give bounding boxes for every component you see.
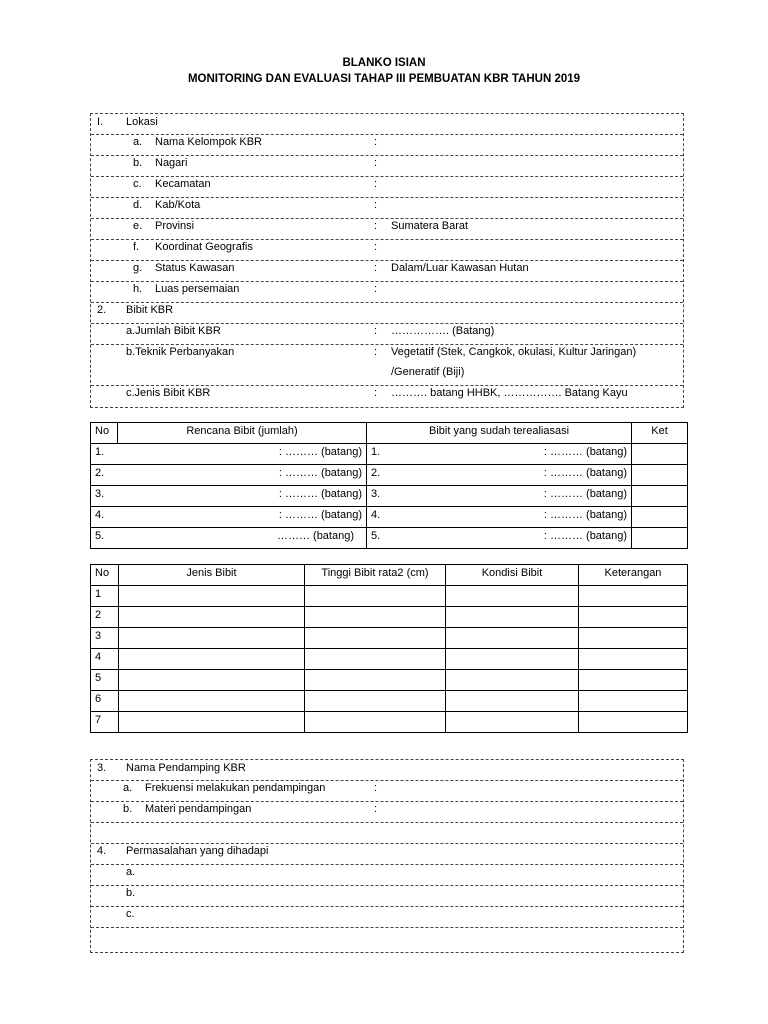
table-header-row — [91, 565, 688, 586]
cell[interactable] — [305, 670, 446, 691]
seedling-condition-table — [90, 564, 688, 733]
seedling-plan-table — [90, 422, 688, 549]
header-no: No — [91, 565, 119, 586]
real-cell[interactable] — [367, 528, 632, 549]
header-ket: Ket — [632, 423, 688, 444]
section3-heading: Nama Pendamping KBR — [126, 762, 246, 774]
row-label: Nagari — [155, 157, 188, 169]
real-cell[interactable] — [367, 465, 632, 486]
cell[interactable] — [305, 649, 446, 670]
cell[interactable] — [446, 649, 579, 670]
row-no: 1. — [95, 446, 105, 458]
cell[interactable] — [579, 628, 688, 649]
row-label: Kecamatan — [155, 178, 211, 190]
real-value: : ……… (batang) — [543, 488, 627, 500]
row-no: 2. — [95, 467, 105, 479]
cell[interactable] — [119, 712, 305, 733]
row-no: 5 — [91, 670, 119, 691]
row-letter: h. — [133, 283, 143, 295]
cell[interactable] — [579, 607, 688, 628]
section-assistance-and-problems — [90, 759, 684, 953]
plan-value: ……… (batang) — [276, 530, 354, 542]
table-row — [91, 691, 688, 712]
real-value: : ……… (batang) — [543, 509, 627, 521]
row-no: 4. — [95, 509, 105, 521]
table-row — [91, 486, 688, 507]
row-label: c.Jenis Bibit KBR — [126, 387, 211, 399]
ket-cell[interactable] — [632, 486, 688, 507]
row-colon: : — [374, 346, 378, 358]
row-letter: a. — [133, 136, 143, 148]
row-colon: : — [374, 136, 378, 148]
row-value[interactable]: Sumatera Barat — [391, 220, 469, 232]
row-no: 4. — [371, 509, 381, 521]
real-cell[interactable] — [367, 486, 632, 507]
row-colon: : — [374, 283, 378, 295]
header-realized: Bibit yang sudah terealiasasi — [367, 423, 632, 444]
section1-number: I. — [97, 116, 104, 128]
header-no: No — [91, 423, 118, 444]
row-label: Frekuensi melakukan pendampingan — [145, 782, 326, 794]
row-letter: b. — [133, 157, 143, 169]
table-row — [91, 649, 688, 670]
cell[interactable] — [579, 670, 688, 691]
plan-cell[interactable] — [91, 507, 367, 528]
section2-heading: Bibit KBR — [126, 304, 174, 316]
cell[interactable] — [119, 628, 305, 649]
cell[interactable] — [305, 628, 446, 649]
row-label: Materi pendampingan — [145, 803, 252, 815]
row-letter: c. — [133, 178, 142, 190]
header-seedling-type: Jenis Bibit — [119, 565, 305, 586]
row-letter: e. — [133, 220, 143, 232]
plan-cell[interactable] — [91, 465, 367, 486]
plan-value: : ……… (batang) — [278, 467, 362, 479]
cell[interactable] — [579, 649, 688, 670]
plan-cell[interactable] — [91, 444, 367, 465]
row-no: 3. — [95, 488, 105, 500]
row-colon: : — [374, 199, 378, 211]
ket-cell[interactable] — [632, 444, 688, 465]
row-no: 5. — [95, 530, 105, 542]
row-no: 6 — [91, 691, 119, 712]
plan-value: : ……… (batang) — [278, 509, 362, 521]
cell[interactable] — [305, 586, 446, 607]
header-remarks: Keterangan — [579, 565, 688, 586]
row-letter: d. — [133, 199, 143, 211]
row-letter: g. — [133, 262, 143, 274]
cell[interactable] — [119, 586, 305, 607]
row-label: Koordinat Geografis — [155, 241, 253, 253]
header-plan: Rencana Bibit (jumlah) — [118, 423, 367, 444]
cell[interactable] — [446, 607, 579, 628]
section3-number: 3. — [97, 762, 107, 774]
row-no: 3. — [371, 488, 381, 500]
table-row — [91, 507, 688, 528]
cell[interactable] — [579, 586, 688, 607]
row-value-continued[interactable]: /Generatif (Biji) — [391, 366, 465, 378]
table-row — [91, 628, 688, 649]
table-row — [91, 444, 688, 465]
row-colon: : — [374, 220, 378, 232]
row-value[interactable]: ………. batang HHBK, ……………. Batang Kayu — [391, 387, 628, 399]
cell[interactable] — [305, 712, 446, 733]
cell[interactable] — [446, 586, 579, 607]
row-no: 5. — [371, 530, 381, 542]
row-label: b.Teknik Perbanyakan — [126, 346, 235, 358]
row-label: Kab/Kota — [155, 199, 201, 211]
table-header-row — [91, 423, 688, 444]
row-letter: a. — [123, 782, 133, 794]
cell[interactable] — [305, 691, 446, 712]
real-cell[interactable] — [367, 507, 632, 528]
cell[interactable] — [446, 628, 579, 649]
cell[interactable] — [446, 691, 579, 712]
real-value: : ……… (batang) — [543, 446, 627, 458]
row-colon: : — [374, 178, 378, 190]
real-cell[interactable] — [367, 444, 632, 465]
table-row — [91, 712, 688, 733]
section1-heading: Lokasi — [126, 116, 158, 128]
header-average-height: Tinggi Bibit rata2 (cm) — [305, 565, 446, 586]
section-location-and-seedlings — [90, 113, 684, 408]
cell[interactable] — [119, 649, 305, 670]
section2-number: 2. — [97, 304, 107, 316]
problem-item-c[interactable]: c. — [126, 908, 135, 920]
cell[interactable] — [446, 670, 579, 691]
header-condition: Kondisi Bibit — [446, 565, 579, 586]
plan-cell[interactable] — [91, 528, 367, 549]
row-label: Provinsi — [155, 220, 195, 232]
problem-item-a[interactable]: a. — [126, 866, 136, 878]
problem-item-b[interactable]: b. — [126, 887, 136, 899]
row-label: Status Kawasan — [155, 262, 235, 274]
table-row — [91, 465, 688, 486]
document-title: BLANKO ISIAN — [342, 57, 426, 69]
table-row — [91, 670, 688, 691]
row-label: a.Jumlah Bibit KBR — [126, 325, 221, 337]
row-no: 7 — [91, 712, 119, 733]
row-colon: : — [374, 262, 378, 274]
plan-cell[interactable] — [91, 486, 367, 507]
cell[interactable] — [579, 712, 688, 733]
cell[interactable] — [119, 670, 305, 691]
row-colon: : — [374, 157, 378, 169]
ket-cell[interactable] — [632, 465, 688, 486]
row-no: 4 — [91, 649, 119, 670]
real-value: : ……… (batang) — [543, 467, 627, 479]
plan-value: : ……… (batang) — [278, 446, 362, 458]
row-colon: : — [374, 387, 378, 399]
section4-heading: Permasalahan yang dihadapi — [126, 845, 269, 857]
row-no: 3 — [91, 628, 119, 649]
row-value[interactable]: Dalam/Luar Kawasan Hutan — [391, 262, 529, 274]
cell[interactable] — [119, 691, 305, 712]
cell[interactable] — [446, 712, 579, 733]
row-no: 2. — [371, 467, 381, 479]
row-colon: : — [374, 803, 378, 815]
ket-cell[interactable] — [632, 507, 688, 528]
row-no: 1. — [371, 446, 381, 458]
table-row — [91, 586, 688, 607]
row-label: Nama Kelompok KBR — [155, 136, 262, 148]
row-label: Luas persemaian — [155, 283, 240, 295]
section4-number: 4. — [97, 845, 107, 857]
row-no: 2 — [91, 607, 119, 628]
row-colon: : — [374, 325, 378, 337]
table-row — [91, 607, 688, 628]
cell[interactable] — [305, 607, 446, 628]
row-letter: b. — [123, 803, 133, 815]
row-colon: : — [374, 241, 378, 253]
row-value[interactable]: ……………. (Batang) — [391, 325, 495, 337]
real-value: : ……… (batang) — [543, 530, 627, 542]
row-letter: f. — [133, 241, 140, 253]
row-colon: : — [374, 782, 378, 794]
cell[interactable] — [579, 691, 688, 712]
table-row — [91, 528, 688, 549]
row-value[interactable]: Vegetatif (Stek, Cangkok, okulasi, Kultur Jaringan) — [391, 346, 637, 358]
cell[interactable] — [119, 607, 305, 628]
plan-value: : ……… (batang) — [278, 488, 362, 500]
ket-cell[interactable] — [632, 528, 688, 549]
document-subtitle: MONITORING DAN EVALUASI TAHAP III PEMBUATAN KBR TAHUN 2019 — [187, 73, 581, 85]
row-no: 1 — [91, 586, 119, 607]
